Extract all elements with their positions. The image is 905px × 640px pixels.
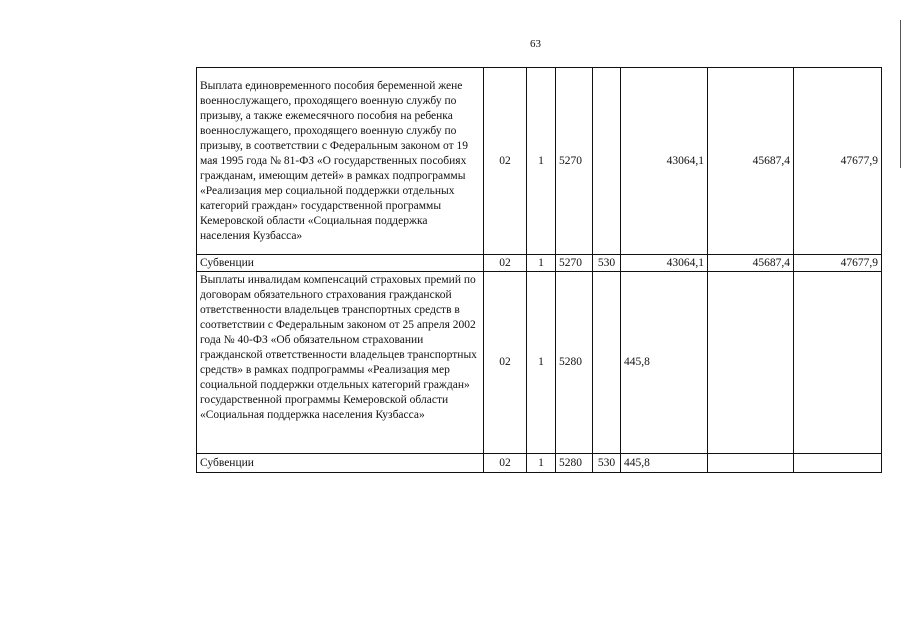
row-amount-year-2: 45687,4 xyxy=(708,255,794,272)
row-target-code: 5270 xyxy=(556,68,593,255)
row-amount-year-1: 43064,1 xyxy=(621,68,708,255)
row-description: Субвенции xyxy=(197,454,484,473)
row-section-code: 02 xyxy=(484,272,527,454)
row-subsection-code: 1 xyxy=(527,255,556,272)
row-subsection-code: 1 xyxy=(527,454,556,473)
row-section-code: 02 xyxy=(484,255,527,272)
row-amount-year-3: 47677,9 xyxy=(794,68,882,255)
table-row xyxy=(197,454,882,473)
row-target-code: 5280 xyxy=(556,272,593,454)
budget-table xyxy=(196,67,882,473)
row-amount-year-3 xyxy=(794,454,882,473)
row-amount-year-2: 45687,4 xyxy=(708,68,794,255)
row-amount-year-2 xyxy=(708,454,794,473)
row-expense-type: 530 xyxy=(593,255,621,272)
row-amount-year-3 xyxy=(794,272,882,454)
row-amount-year-1: 43064,1 xyxy=(621,255,708,272)
row-amount-year-1: 445,8 xyxy=(621,272,708,454)
row-expense-type xyxy=(593,68,621,255)
row-expense-type xyxy=(593,272,621,454)
table-row xyxy=(197,272,882,454)
row-subsection-code: 1 xyxy=(527,68,556,255)
row-amount-year-2 xyxy=(708,272,794,454)
row-target-code: 5270 xyxy=(556,255,593,272)
scan-edge-line xyxy=(900,20,901,168)
page-number: 63 xyxy=(530,38,541,50)
row-description: Выплаты инвалидам компенсаций страховых премий по договорам обязательного страхования гражданской ответственности владельцев транспортных средств в соответствии с Федеральным законом от 25 апреля 2002 года № 40-ФЗ «Об обязательном страховании гражданской ответственности владельцев транспортных средств» в рамках подпрограммы «Реализация мер социальной поддержки отдельных категорий граждан» государственной программы Кемеровской области «Социальная поддержка населения Кузбасса» xyxy=(197,272,484,454)
row-subsection-code: 1 xyxy=(527,272,556,454)
row-description: Выплата единовременного пособия беременной жене военнослужащего, проходящего военную службу по призыву, а также ежемесячного пособия на ребенка военнослужащего, проходящего военную службу по призыву, в соответствии с Федеральным законом от 19 мая 1995 года № 81-ФЗ «О государственных пособиях гражданам, имеющим детей» в рамках подпрограммы «Реализация мер социальной поддержки отдельных категорий граждан» государственной программы Кемеровской области «Социальная поддержка населения Кузбасса» xyxy=(197,68,484,255)
row-section-code: 02 xyxy=(484,68,527,255)
row-amount-year-1: 445,8 xyxy=(621,454,708,473)
row-expense-type: 530 xyxy=(593,454,621,473)
row-description: Субвенции xyxy=(197,255,484,272)
row-amount-year-3: 47677,9 xyxy=(794,255,882,272)
row-section-code: 02 xyxy=(484,454,527,473)
table-row xyxy=(197,68,882,255)
row-target-code: 5280 xyxy=(556,454,593,473)
table-row xyxy=(197,255,882,272)
